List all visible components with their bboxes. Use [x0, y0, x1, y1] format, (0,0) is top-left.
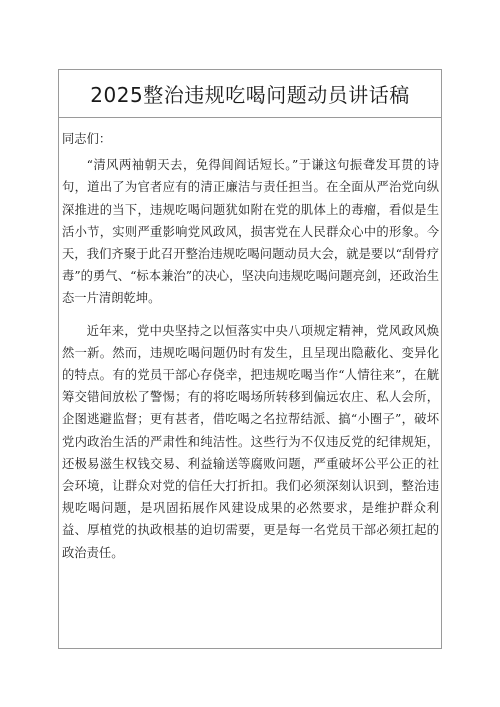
- document-frame: [58, 69, 442, 649]
- paragraph-1: “清风两袖朝天去，免得闾阎话短长。”于谦这句振聋发耳贯的诗句，道出了为官者应有的清正廉洁与责任担当。在全面从严治党向纵深推进的当下，违规吃喝问题犹如附在党的肌体上的毒瘤，看似是生活小节，实则严重影响党风政风，损害党在人民群众心中的形象。今天，我们齐聚于此召开整治违规吃喝问题动员大会，就是要以“刮骨疗毒”的勇气、“标本兼治”的决心，坚决向违规吃喝问题亮剑，还政治生态一片清朗乾坤。: [62, 158, 439, 306]
- title-row: [59, 70, 441, 118]
- salutation: 同志们：: [62, 132, 112, 146]
- document-title: 2025整治违规吃喝问题动员讲话稿: [90, 83, 410, 107]
- paragraph-2: 近年来，党中央坚持之以恒落实中央八项规定精神，党风政风焕然一新。然而，违规吃喝问题仍时有发生，且呈现出隐蔽化、变异化的特点。有的党员干部心存侥幸，把违规吃喝当作“人情往来”，在觥筹交错间放松了警惕；有的将吃喝场所转移到偏远农庄、私人会所，企图逃避监督；更有甚者，借吃喝之名拉帮结派、搞“小圈子”，破坏党内政治生活的严肃性和纯洁性。这些行为不仅违反党的纪律规矩，还极易滋生权钱交易、利益输送等腐败问题，严重破坏公平公正的社会环境，让群众对党的信任大打折扣。我们必须深刻认识到，整治违规吃喝问题，是巩固拓展作风建设成果的必然要求，是维护群众利益、厚植党的执政根基的迫切需要，更是每一名党员干部必须扛起的政治责任。: [62, 323, 439, 560]
- document-body: [59, 118, 441, 564]
